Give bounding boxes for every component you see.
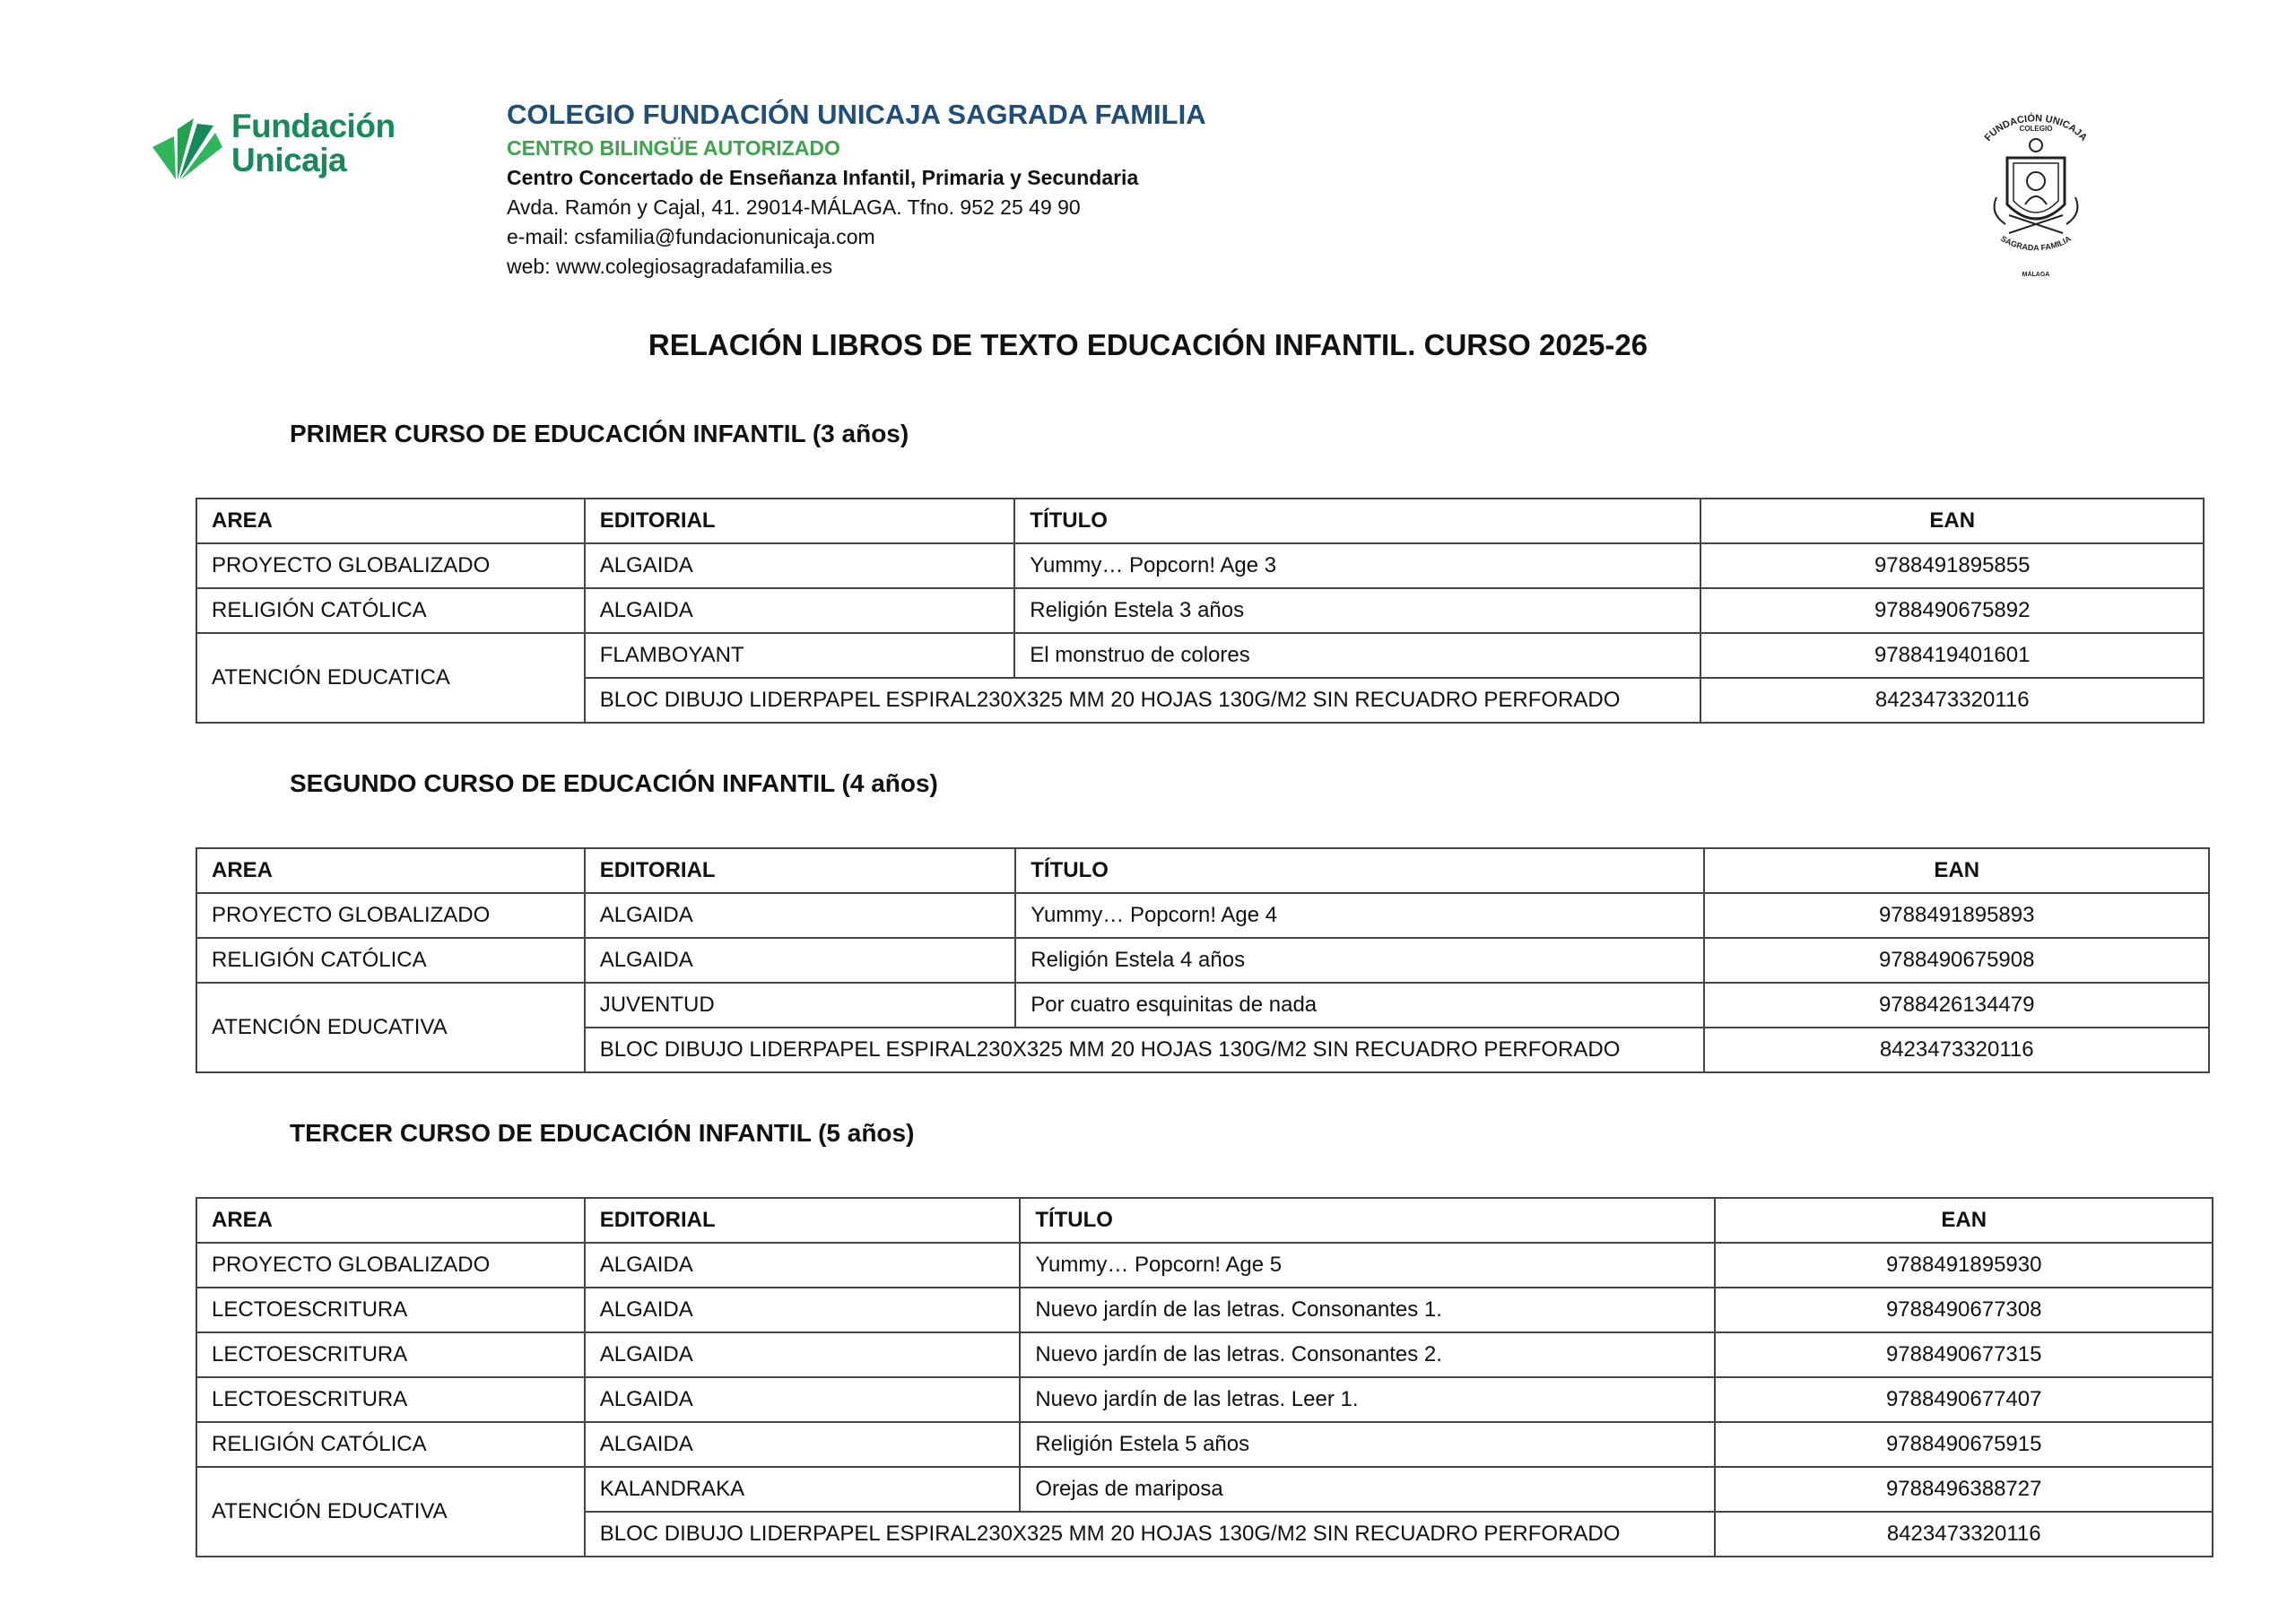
col-header-editorial: EDITORIAL: [585, 1198, 1021, 1243]
col-header-ean: EAN: [1704, 848, 2209, 893]
col-header-ean: EAN: [1715, 1198, 2213, 1243]
bilingual-label: CENTRO BILINGÜE AUTORIZADO: [507, 136, 840, 160]
section-title-4-years: SEGUNDO CURSO DE EDUCACIÓN INFANTIL (4 años): [290, 769, 938, 797]
table-row: [196, 983, 2209, 1028]
col-header-titulo: TÍTULO: [1015, 848, 1704, 893]
titulo-cell: Por cuatro esquinitas de nada: [1015, 983, 1704, 1028]
table-row: [196, 1243, 2213, 1288]
seal-bottom-text: SAGRADA FAMILIA: [1999, 233, 2073, 253]
address-line: Avda. Ramón y Cajal, 41. 29014-MÁLAGA. Tfno. 952 25 49 90: [507, 195, 1081, 219]
titulo-cell: Orejas de mariposa: [1020, 1467, 1715, 1512]
ean-cell: 8423473320116: [1704, 1028, 2209, 1072]
editorial-cell: ALGAIDA: [585, 1243, 1021, 1288]
ean-cell: 9788419401601: [1700, 633, 2204, 678]
logo-line-2: Unicaja: [231, 142, 347, 178]
titulo-cell: Yummy… Popcorn! Age 4: [1015, 893, 1704, 938]
titulo-cell: Religión Estela 5 años: [1020, 1422, 1715, 1467]
table-row: [196, 588, 2204, 633]
col-header-area: AREA: [196, 1198, 585, 1243]
ean-cell: 9788491895930: [1715, 1243, 2213, 1288]
table-header-row: [196, 848, 2209, 893]
logo-line-1: Fundación: [231, 108, 396, 144]
titulo-cell: Yummy… Popcorn! Age 5: [1020, 1243, 1715, 1288]
section-title-5-years: TERCER CURSO DE EDUCACIÓN INFANTIL (5 años): [290, 1119, 915, 1147]
table-row: [196, 1377, 2213, 1422]
svg-text:SAGRADA FAMILIA: [1999, 234, 2073, 253]
editorial-cell: ALGAIDA: [585, 893, 1016, 938]
editorial-cell: JUVENTUD: [585, 983, 1016, 1028]
bloc-cell: BLOC DIBUJO LIDERPAPEL ESPIRAL230X325 MM 20 HOJAS 130G/M2 SIN RECUADRO PERFORADO: [585, 1028, 1705, 1072]
books-table-5-years: [196, 1197, 2213, 1557]
col-header-ean: EAN: [1700, 499, 2204, 543]
col-header-editorial: EDITORIAL: [585, 499, 1015, 543]
area-cell: RELIGIÓN CATÓLICA: [196, 938, 585, 983]
email-line: e-mail: csfamilia@fundacionunicaja.com: [507, 225, 875, 248]
table-row: [196, 633, 2204, 678]
ean-cell: 9788490675908: [1704, 938, 2209, 983]
table-row: [196, 543, 2204, 588]
school-seal-icon: [1973, 99, 2099, 287]
ean-cell: 9788490675915: [1715, 1422, 2213, 1467]
books-table-4-years: [196, 847, 2210, 1073]
bloc-cell: BLOC DIBUJO LIDERPAPEL ESPIRAL230X325 MM 20 HOJAS 130G/M2 SIN RECUADRO PERFORADO: [585, 1512, 1716, 1557]
area-cell: PROYECTO GLOBALIZADO: [196, 893, 585, 938]
ean-cell: 9788426134479: [1704, 983, 2209, 1028]
table-row: [196, 1332, 2213, 1377]
titulo-cell: Yummy… Popcorn! Age 3: [1014, 543, 1700, 588]
titulo-cell: Nuevo jardín de las letras. Consonantes 1.: [1020, 1288, 1715, 1332]
page-header: [0, 0, 2296, 296]
editorial-cell: ALGAIDA: [585, 938, 1016, 983]
area-cell: LECTOESCRITURA: [196, 1332, 585, 1377]
web-line: web: www.colegiosagradafamilia.es: [507, 255, 833, 278]
seal-colegio-text: COLEGIO: [2019, 125, 2053, 133]
table-row: [196, 1422, 2213, 1467]
editorial-cell: ALGAIDA: [585, 1377, 1021, 1422]
editorial-cell: KALANDRAKA: [585, 1467, 1021, 1512]
editorial-cell: ALGAIDA: [585, 588, 1015, 633]
document-title: RELACIÓN LIBROS DE TEXTO EDUCACIÓN INFANTIL. CURSO 2025-26: [648, 328, 1648, 361]
ean-cell: 9788491895855: [1700, 543, 2204, 588]
table-header-row: [196, 1198, 2213, 1243]
editorial-cell: FLAMBOYANT: [585, 633, 1015, 678]
logo-text: [231, 109, 396, 178]
table-header-row: [196, 499, 2204, 543]
school-info: [507, 97, 1206, 282]
area-cell: ATENCIÓN EDUCATIVA: [196, 1467, 585, 1557]
table-row: [196, 1467, 2213, 1512]
col-header-titulo: TÍTULO: [1020, 1198, 1715, 1243]
table-row: [196, 938, 2209, 983]
bloc-cell: BLOC DIBUJO LIDERPAPEL ESPIRAL230X325 MM 20 HOJAS 130G/M2 SIN RECUADRO PERFORADO: [585, 678, 1701, 723]
table-row: [196, 893, 2209, 938]
school-name: COLEGIO FUNDACIÓN UNICAJA SAGRADA FAMILIA: [507, 99, 1206, 130]
books-table-3-years: [196, 498, 2205, 724]
area-cell: ATENCIÓN EDUCATICA: [196, 633, 585, 723]
ean-cell: 9788496388727: [1715, 1467, 2213, 1512]
ean-cell: 9788490677407: [1715, 1377, 2213, 1422]
ean-cell: 9788490677315: [1715, 1332, 2213, 1377]
area-cell: RELIGIÓN CATÓLICA: [196, 588, 585, 633]
area-cell: RELIGIÓN CATÓLICA: [196, 1422, 585, 1467]
fan-logo-icon: [151, 111, 224, 185]
editorial-cell: ALGAIDA: [585, 1332, 1021, 1377]
ean-cell: 8423473320116: [1715, 1512, 2213, 1557]
ean-cell: 9788490677308: [1715, 1288, 2213, 1332]
ean-cell: 9788491895893: [1704, 893, 2209, 938]
titulo-cell: Religión Estela 3 años: [1014, 588, 1700, 633]
center-description: Centro Concertado de Enseñanza Infantil, Primaria y Secundaria: [507, 166, 1139, 189]
titulo-cell: Nuevo jardín de las letras. Leer 1.: [1020, 1377, 1715, 1422]
area-cell: PROYECTO GLOBALIZADO: [196, 1243, 585, 1288]
editorial-cell: ALGAIDA: [585, 1288, 1021, 1332]
col-header-area: AREA: [196, 499, 585, 543]
fundacion-unicaja-logo: [151, 106, 411, 195]
titulo-cell: Religión Estela 4 años: [1015, 938, 1704, 983]
area-cell: ATENCIÓN EDUCATIVA: [196, 983, 585, 1072]
area-cell: PROYECTO GLOBALIZADO: [196, 543, 585, 588]
seal-top-text: FUNDACIÓN UNICAJA: [1982, 113, 2090, 143]
area-cell: LECTOESCRITURA: [196, 1288, 585, 1332]
editorial-cell: ALGAIDA: [585, 1422, 1021, 1467]
titulo-cell: Nuevo jardín de las letras. Consonantes 2.: [1020, 1332, 1715, 1377]
col-header-editorial: EDITORIAL: [585, 848, 1016, 893]
seal-city-text: MÁLAGA: [2022, 272, 2050, 278]
editorial-cell: ALGAIDA: [585, 543, 1015, 588]
section-title-3-years: PRIMER CURSO DE EDUCACIÓN INFANTIL (3 años): [290, 420, 909, 447]
titulo-cell: El monstruo de colores: [1014, 633, 1700, 678]
ean-cell: 9788490675892: [1700, 588, 2204, 633]
table-row: [196, 1288, 2213, 1332]
ean-cell: 8423473320116: [1700, 678, 2204, 723]
area-cell: LECTOESCRITURA: [196, 1377, 585, 1422]
col-header-titulo: TÍTULO: [1014, 499, 1700, 543]
col-header-area: AREA: [196, 848, 585, 893]
